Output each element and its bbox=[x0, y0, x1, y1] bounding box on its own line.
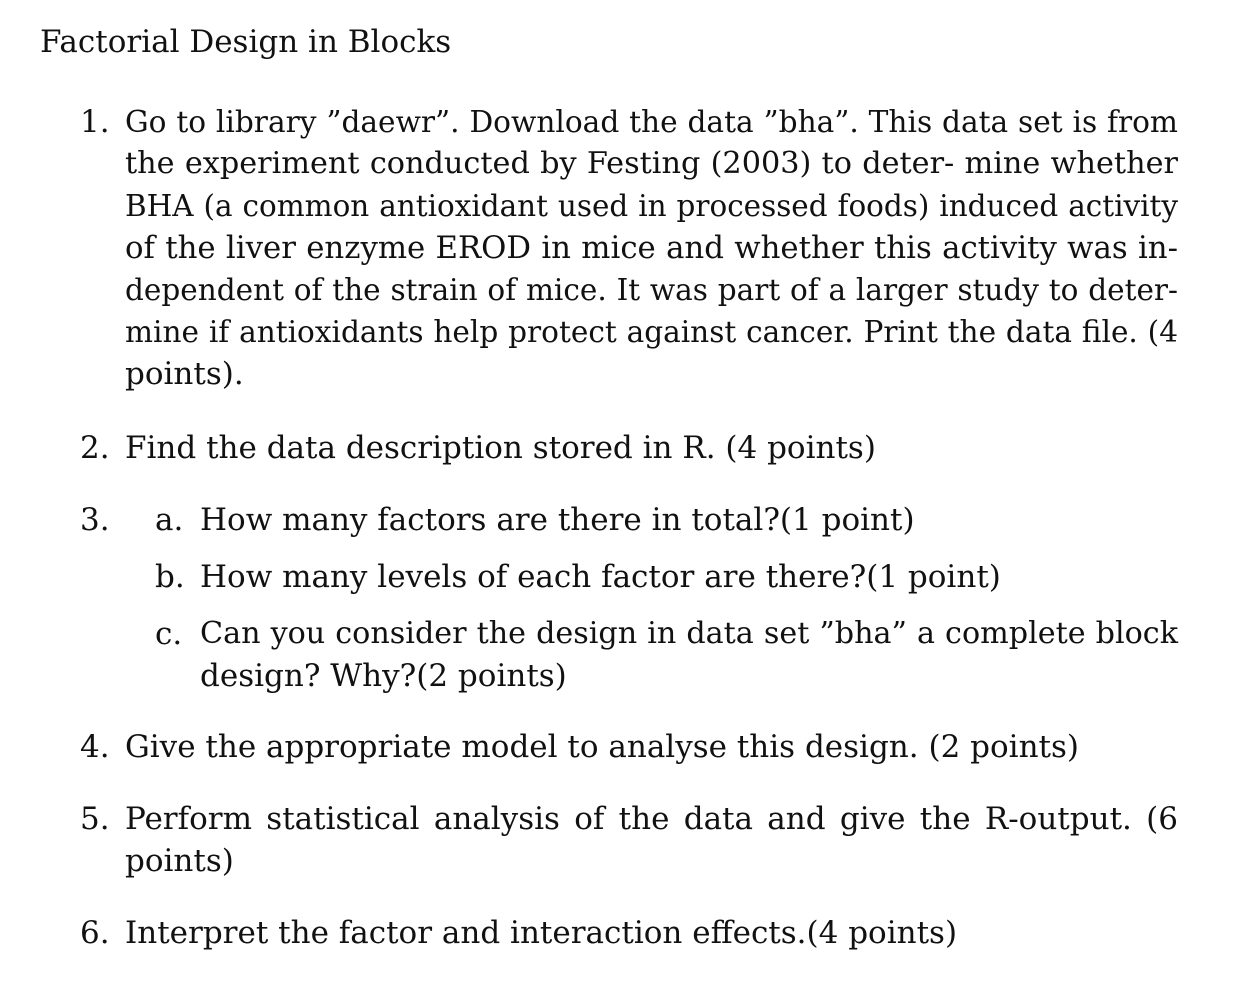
text-line: points). bbox=[125, 356, 244, 392]
question-text bbox=[125, 101, 1178, 395]
subquestion-label: b. bbox=[155, 559, 185, 595]
text-line: How many levels of each factor are there?(1 point) bbox=[200, 559, 1001, 595]
question-text bbox=[125, 427, 1178, 469]
question-number: 3. bbox=[80, 502, 110, 538]
subquestion-text bbox=[200, 613, 1178, 697]
question-text bbox=[125, 798, 1178, 882]
text-line: dependent of the strain of mice. It was part of a larger study to deter- bbox=[125, 273, 1178, 307]
question-number: 5. bbox=[80, 801, 110, 837]
subquestion-text bbox=[200, 556, 1178, 598]
question-number: 6. bbox=[80, 915, 110, 951]
question-number: 1. bbox=[80, 104, 110, 140]
document-title: Factorial Design in Blocks bbox=[40, 24, 452, 60]
text-line: points) bbox=[125, 843, 234, 879]
text-line: of the liver enzyme EROD in mice and whether this activity was in- bbox=[125, 230, 1178, 266]
text-line: Find the data description stored in R. (4 points) bbox=[125, 430, 876, 466]
text-line: Give the appropriate model to analyse this design. (2 points) bbox=[125, 729, 1079, 765]
text-line: Can you consider the design in data set ”bha” a complete block bbox=[200, 616, 1178, 651]
question-text bbox=[125, 726, 1178, 768]
text-line: How many factors are there in total?(1 point) bbox=[200, 502, 915, 538]
text-line: Interpret the factor and interaction effects.(4 points) bbox=[125, 915, 958, 951]
text-line: Perform statistical analysis of the data and give the R-output. (6 bbox=[125, 801, 1178, 837]
question-text bbox=[125, 912, 1178, 954]
subquestion-label: a. bbox=[155, 502, 184, 538]
question-number: 2. bbox=[80, 430, 110, 466]
text-line: the experiment conducted by Festing (2003) to deter- mine whether bbox=[125, 146, 1178, 181]
text-line: design? Why?(2 points) bbox=[200, 658, 567, 694]
subquestion-text bbox=[200, 499, 1178, 541]
question-number: 4. bbox=[80, 729, 110, 765]
text-line: mine if antioxidants help protect against cancer. Print the data file. (4 bbox=[125, 315, 1178, 349]
subquestion-label: c. bbox=[155, 616, 183, 652]
text-line: BHA (a common antioxidant used in processed foods) induced activity bbox=[125, 189, 1178, 223]
text-line: Go to library ”daewr”. Download the data ”bha”. This data set is from bbox=[125, 105, 1178, 139]
